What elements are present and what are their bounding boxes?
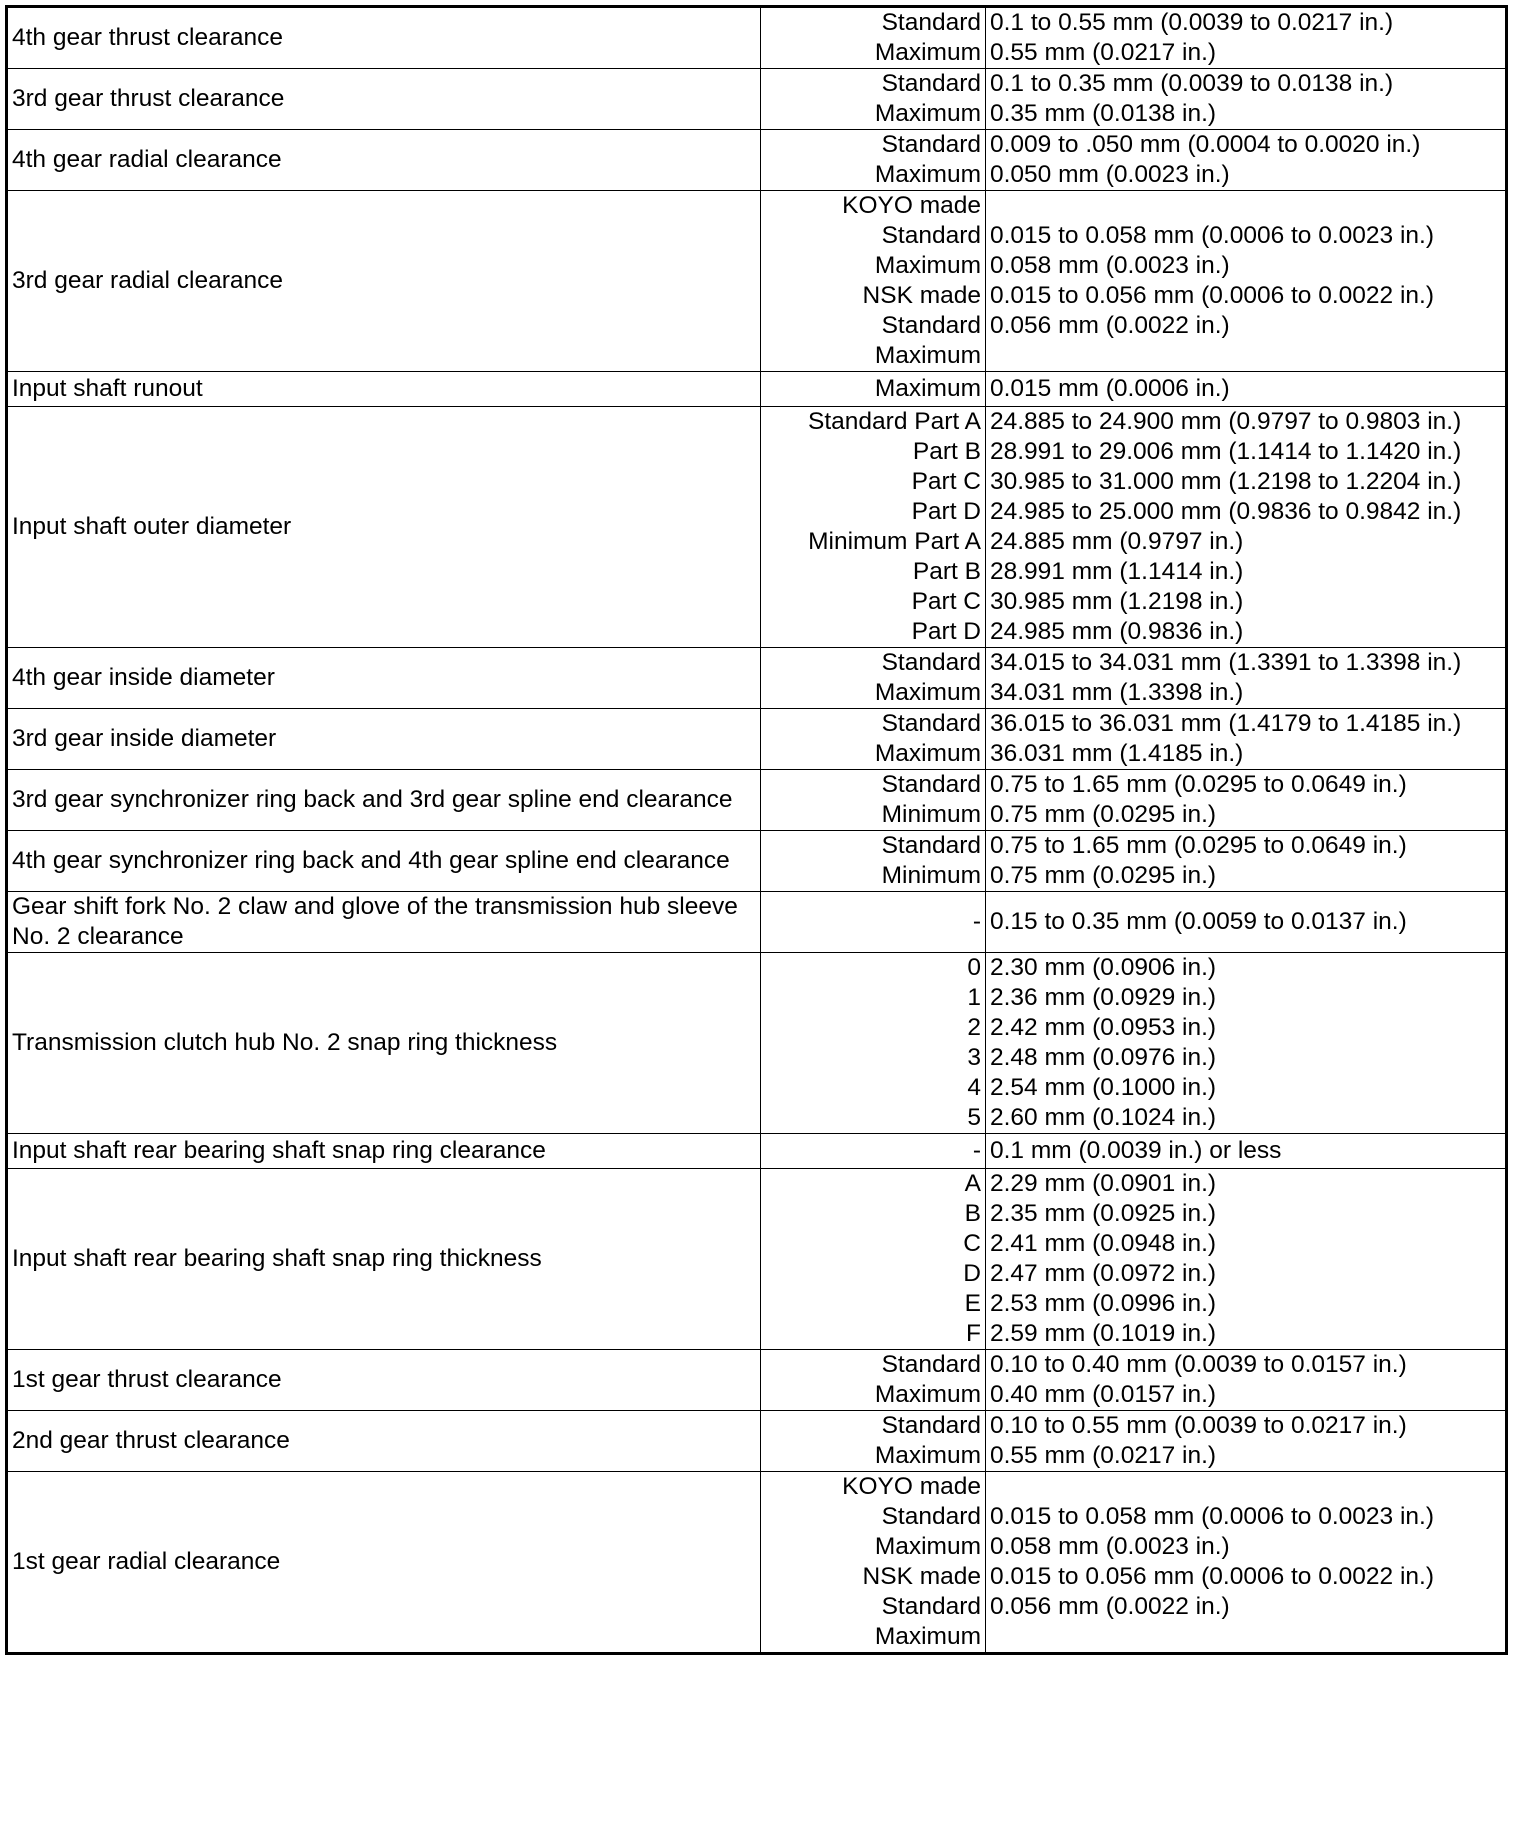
spec-value-cell [986, 130, 1507, 191]
table-row [7, 191, 1507, 372]
spec-condition-label: Maximum [874, 161, 981, 188]
spec-value-cell [986, 1411, 1507, 1472]
spec-condition-label: Maximum [874, 740, 981, 767]
spec-condition-cell [761, 130, 986, 191]
spec-condition-label: KOYO made [842, 1473, 981, 1500]
table-row [7, 1472, 1507, 1654]
spec-condition-cell [761, 648, 986, 709]
spec-item-name: 4th gear synchronizer ring back and 4th gear spline end clearance [7, 831, 761, 892]
spec-item-name: 4th gear radial clearance [7, 130, 761, 191]
spec-item-name: 4th gear inside diameter [7, 648, 761, 709]
spec-condition-label: 5 [967, 1104, 981, 1131]
spec-condition-label: Part B [912, 558, 981, 585]
spec-condition-label: B [964, 1200, 981, 1227]
spec-value: 36.031 mm (1.4185 in.) [990, 740, 1244, 767]
spec-value: 36.015 to 36.031 mm (1.4179 to 1.4185 in.) [990, 710, 1462, 737]
spec-item-name: Input shaft runout [7, 372, 761, 407]
spec-condition-label: Maximum [874, 1442, 981, 1469]
spec-value: 2.42 mm (0.0953 in.) [990, 1014, 1217, 1041]
spec-item-name: Gear shift fork No. 2 claw and glove of the transmission hub sleeve No. 2 clearance [7, 892, 761, 953]
spec-condition-label: Standard [881, 1351, 981, 1378]
spec-condition-label: Standard [881, 312, 981, 339]
spec-value: 2.47 mm (0.0972 in.) [990, 1260, 1217, 1287]
spec-condition-label: Minimum [881, 801, 981, 828]
spec-condition-label: Standard [881, 1593, 981, 1620]
spec-value: 0.1 to 0.35 mm (0.0039 to 0.0138 in.) [990, 70, 1394, 97]
spec-value: 2.59 mm (0.1019 in.) [990, 1320, 1217, 1347]
spec-item-name: 2nd gear thrust clearance [7, 1411, 761, 1472]
spec-condition-cell [761, 1472, 986, 1654]
spec-value: 0.35 mm (0.0138 in.) [990, 100, 1217, 127]
spec-condition-cell [761, 1411, 986, 1472]
spec-condition-label: Maximum [874, 375, 981, 402]
spec-value: 2.36 mm (0.0929 in.) [990, 984, 1217, 1011]
spec-item-name: 3rd gear synchronizer ring back and 3rd gear spline end clearance [7, 770, 761, 831]
spec-value: 0.10 to 0.40 mm (0.0039 to 0.0157 in.) [990, 1351, 1407, 1378]
spec-condition-label: Standard [881, 771, 981, 798]
spec-condition-label: Standard [881, 1503, 981, 1530]
spec-value: 24.985 to 25.000 mm (0.9836 to 0.9842 in.) [990, 498, 1462, 525]
spec-condition-label: Part B [912, 438, 981, 465]
spec-condition-label: 1 [967, 984, 981, 1011]
spec-condition-cell [761, 1350, 986, 1411]
spec-value: 0.55 mm (0.0217 in.) [990, 39, 1217, 66]
table-row [7, 770, 1507, 831]
spec-condition-label: C [963, 1230, 981, 1257]
spec-condition-cell [761, 372, 986, 407]
spec-value: 0.015 to 0.058 mm (0.0006 to 0.0023 in.) [990, 1503, 1435, 1530]
spec-condition-label: D [963, 1260, 981, 1287]
spec-value-cell [986, 191, 1507, 372]
spec-condition-label: Standard Part A [808, 408, 981, 435]
spec-condition-label: Standard [881, 710, 981, 737]
spec-value: 24.885 mm (0.9797 in.) [990, 528, 1244, 555]
spec-value: 0.15 to 0.35 mm (0.0059 to 0.0137 in.) [990, 908, 1407, 935]
spec-condition-label: Maximum [874, 1623, 981, 1650]
spec-condition-label: Standard [881, 9, 981, 36]
spec-item-name: Input shaft rear bearing shaft snap ring thickness [7, 1169, 761, 1350]
spec-condition-label: Maximum [874, 1533, 981, 1560]
spec-value: 30.985 to 31.000 mm (1.2198 to 1.2204 in.) [990, 468, 1462, 495]
spec-item-name: Input shaft outer diameter [7, 407, 761, 648]
spec-value: 0.1 mm (0.0039 in.) or less [990, 1137, 1282, 1164]
spec-value: 34.031 mm (1.3398 in.) [990, 679, 1244, 706]
spec-value: 2.30 mm (0.0906 in.) [990, 954, 1217, 981]
spec-condition-cell [761, 709, 986, 770]
spec-value-cell [986, 892, 1507, 953]
table-row [7, 7, 1507, 69]
table-row [7, 953, 1507, 1134]
spec-value-cell [986, 648, 1507, 709]
spec-condition-cell [761, 1169, 986, 1350]
spec-value-cell [986, 770, 1507, 831]
table-row [7, 407, 1507, 648]
spec-value: 30.985 mm (1.2198 in.) [990, 588, 1244, 615]
spec-condition-cell [761, 7, 986, 69]
spec-condition-label: Part C [911, 468, 981, 495]
table-row [7, 1134, 1507, 1169]
spec-condition-cell [761, 831, 986, 892]
spec-condition-cell [761, 69, 986, 130]
spec-value: 0.75 to 1.65 mm (0.0295 to 0.0649 in.) [990, 832, 1407, 859]
spec-value: 0.75 mm (0.0295 in.) [990, 801, 1217, 828]
spec-value: 0.050 mm (0.0023 in.) [990, 161, 1230, 188]
spec-value: 0.55 mm (0.0217 in.) [990, 1442, 1217, 1469]
spec-value-cell [986, 407, 1507, 648]
spec-condition-label: Standard [881, 832, 981, 859]
spec-item-name: Input shaft rear bearing shaft snap ring clearance [7, 1134, 761, 1169]
spec-condition-label: Standard [881, 649, 981, 676]
spec-value: 0.40 mm (0.0157 in.) [990, 1381, 1217, 1408]
spec-value: 0.75 mm (0.0295 in.) [990, 862, 1217, 889]
spec-value: 0.75 to 1.65 mm (0.0295 to 0.0649 in.) [990, 771, 1407, 798]
spec-condition-label: Standard [881, 70, 981, 97]
spec-condition-label: 4 [967, 1074, 981, 1101]
spec-value: 0.1 to 0.55 mm (0.0039 to 0.0217 in.) [990, 9, 1394, 36]
spec-condition-label: Standard [881, 1412, 981, 1439]
spec-condition-label: Maximum [874, 39, 981, 66]
table-row [7, 1411, 1507, 1472]
table-row [7, 130, 1507, 191]
spec-value: 2.29 mm (0.0901 in.) [990, 1170, 1217, 1197]
spec-value-cell [986, 953, 1507, 1134]
table-row [7, 648, 1507, 709]
spec-value: 0.058 mm (0.0023 in.) [990, 252, 1230, 279]
spec-item-name: 4th gear thrust clearance [7, 7, 761, 69]
specification-table-body [7, 7, 1507, 1654]
spec-condition-label: Part D [911, 498, 981, 525]
spec-condition-label: NSK made [862, 282, 981, 309]
spec-value: 0.10 to 0.55 mm (0.0039 to 0.0217 in.) [990, 1412, 1407, 1439]
spec-value-cell [986, 372, 1507, 407]
spec-condition-cell [761, 407, 986, 648]
spec-value: 2.48 mm (0.0976 in.) [990, 1044, 1217, 1071]
spec-value: 28.991 to 29.006 mm (1.1414 to 1.1420 in.) [990, 438, 1462, 465]
spec-value-cell [986, 1134, 1507, 1169]
spec-value: 2.41 mm (0.0948 in.) [990, 1230, 1217, 1257]
spec-value-cell [986, 1169, 1507, 1350]
spec-condition-label: Maximum [874, 252, 981, 279]
spec-condition-label: 3 [967, 1044, 981, 1071]
spec-item-name: 1st gear radial clearance [7, 1472, 761, 1654]
spec-value-cell [986, 69, 1507, 130]
spec-condition-label: F [966, 1320, 981, 1347]
spec-value: 0.015 to 0.056 mm (0.0006 to 0.0022 in.) [990, 282, 1435, 309]
spec-condition-cell [761, 1134, 986, 1169]
spec-value-cell [986, 1472, 1507, 1654]
table-row [7, 1169, 1507, 1350]
table-row [7, 709, 1507, 770]
spec-value: 0.015 mm (0.0006 in.) [990, 375, 1230, 402]
spec-value: 28.991 mm (1.1414 in.) [990, 558, 1244, 585]
spec-condition-cell [761, 953, 986, 1134]
spec-item-name: Transmission clutch hub No. 2 snap ring thickness [7, 953, 761, 1134]
spec-condition-label: Maximum [874, 342, 981, 369]
spec-condition-label: Maximum [874, 1381, 981, 1408]
spec-value [990, 341, 1501, 371]
spec-value: 24.985 mm (0.9836 in.) [990, 618, 1244, 645]
spec-condition-cell [761, 892, 986, 953]
spec-condition-label: 2 [967, 1014, 981, 1041]
spec-condition-label: E [964, 1290, 981, 1317]
spec-condition-label: Maximum [874, 100, 981, 127]
spec-condition-label: Part D [911, 618, 981, 645]
spec-condition-cell [761, 770, 986, 831]
spec-condition-label: A [964, 1170, 981, 1197]
spec-value [990, 1472, 1501, 1502]
table-row [7, 372, 1507, 407]
spec-value: 34.015 to 34.031 mm (1.3391 to 1.3398 in.) [990, 649, 1462, 676]
spec-value: 0.058 mm (0.0023 in.) [990, 1533, 1230, 1560]
spec-item-name: 3rd gear radial clearance [7, 191, 761, 372]
spec-value: 0.056 mm (0.0022 in.) [990, 312, 1230, 339]
spec-value: 2.53 mm (0.0996 in.) [990, 1290, 1217, 1317]
spec-condition-label: - [972, 908, 981, 935]
spec-item-name: 3rd gear inside diameter [7, 709, 761, 770]
spec-item-name: 1st gear thrust clearance [7, 1350, 761, 1411]
spec-condition-label: Minimum Part A [808, 528, 981, 555]
spec-condition-cell [761, 191, 986, 372]
spec-condition-label: 0 [967, 954, 981, 981]
spec-value-cell [986, 1350, 1507, 1411]
spec-value: 0.056 mm (0.0022 in.) [990, 1593, 1230, 1620]
table-row [7, 1350, 1507, 1411]
spec-value [990, 1622, 1501, 1652]
spec-condition-label: KOYO made [842, 192, 981, 219]
spec-condition-label: Minimum [881, 862, 981, 889]
spec-condition-label: - [972, 1137, 981, 1164]
spec-value-cell [986, 7, 1507, 69]
spec-value: 0.015 to 0.058 mm (0.0006 to 0.0023 in.) [990, 222, 1435, 249]
spec-condition-label: NSK made [862, 1563, 981, 1590]
spec-value: 2.35 mm (0.0925 in.) [990, 1200, 1217, 1227]
spec-value: 0.009 to .050 mm (0.0004 to 0.0020 in.) [990, 131, 1421, 158]
spec-value: 2.54 mm (0.1000 in.) [990, 1074, 1217, 1101]
spec-value-cell [986, 831, 1507, 892]
spec-sheet [5, 5, 1508, 1655]
spec-value: 0.015 to 0.056 mm (0.0006 to 0.0022 in.) [990, 1563, 1435, 1590]
spec-value: 24.885 to 24.900 mm (0.9797 to 0.9803 in.) [990, 408, 1462, 435]
spec-condition-label: Standard [881, 222, 981, 249]
spec-value: 2.60 mm (0.1024 in.) [990, 1104, 1217, 1131]
table-row [7, 831, 1507, 892]
spec-condition-label: Part C [911, 588, 981, 615]
table-row [7, 892, 1507, 953]
specification-table [5, 5, 1508, 1655]
spec-condition-label: Maximum [874, 679, 981, 706]
spec-item-name: 3rd gear thrust clearance [7, 69, 761, 130]
spec-condition-label: Standard [881, 131, 981, 158]
table-row [7, 69, 1507, 130]
spec-value [990, 191, 1501, 221]
spec-value-cell [986, 709, 1507, 770]
